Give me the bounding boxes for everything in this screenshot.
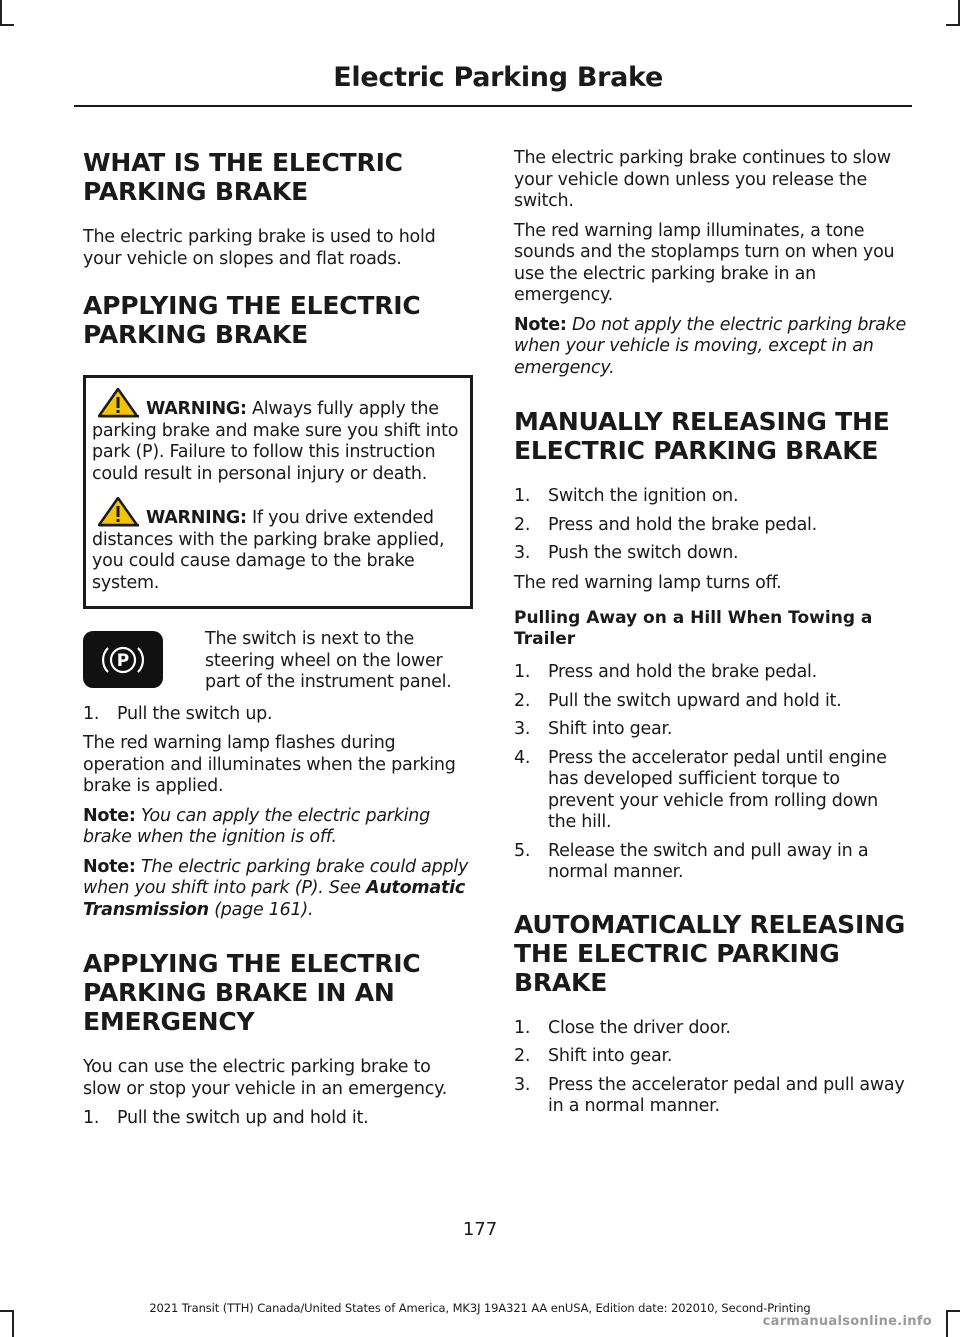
paragraph: The red warning lamp turns off. bbox=[514, 572, 782, 593]
paragraph: The electric parking brake is used to hold your vehicle on slopes and flat roads. bbox=[83, 227, 436, 269]
parking-brake-switch-icon bbox=[83, 631, 163, 688]
page-title: Electric Parking Brake bbox=[333, 62, 663, 93]
crop-mark bbox=[0, 24, 14, 26]
list-item: 1. Pull the switch up and hold it. bbox=[83, 1108, 369, 1128]
left-column bbox=[83, 148, 473, 1138]
note: Note: You can apply the electric parking brake when the ignition is off. bbox=[83, 805, 430, 847]
paragraph: The electric parking brake continues to slow your vehicle down unless you release the switch. bbox=[514, 148, 891, 211]
page-number: 177 bbox=[462, 1219, 498, 1240]
header-divider bbox=[74, 105, 912, 107]
list-item: 1. Close the driver door. bbox=[514, 1017, 731, 1038]
auto-release-steps bbox=[514, 1018, 909, 1118]
section-heading-emergency: APPLYING THE ELECTRIC PARKING BRAKE IN AN EMERGENCY bbox=[83, 949, 421, 1036]
note: Note: Do not apply the electric parking brake when your vehicle is moving, except in an emergency. bbox=[514, 314, 907, 378]
warning-triangle-icon bbox=[98, 388, 140, 418]
list-item: 3. Shift into gear. bbox=[514, 719, 673, 739]
svg-text:P: P bbox=[116, 650, 130, 671]
section-heading-manual-release: MANUALLY RELEASING THE ELECTRIC PARKING BRAKE bbox=[514, 407, 890, 465]
list-item: 2. Shift into gear. bbox=[514, 1046, 673, 1066]
automatic-transmission-link[interactable]: Automatic Transmission bbox=[83, 878, 465, 920]
list-item: 3. Push the switch down. bbox=[514, 543, 739, 563]
paragraph: You can use the electric parking brake to slow or stop your vehicle in an emergency. bbox=[83, 1057, 448, 1099]
watermark: carmanualsonline.info bbox=[762, 1314, 932, 1329]
section-heading-what-is: WHAT IS THE ELECTRIC PARKING BRAKE bbox=[83, 148, 403, 206]
paragraph: The red warning lamp flashes during operation and illuminates when the parking brake is applied. bbox=[83, 733, 456, 796]
manual-release-steps bbox=[514, 486, 909, 565]
list-item: 2. Press and hold the brake pedal. bbox=[514, 514, 817, 535]
emergency-steps bbox=[83, 1108, 473, 1130]
list-item: 2. Pull the switch upward and hold it. bbox=[514, 690, 842, 711]
switch-location bbox=[83, 629, 473, 694]
towing-steps bbox=[514, 662, 909, 884]
warning-triangle-icon bbox=[98, 497, 140, 527]
note: Note: The electric parking brake could apply when you shift into park (P). See Automatic Transmission (page 161). bbox=[83, 856, 469, 920]
list-item: 1. Pull the switch up. bbox=[83, 703, 273, 724]
warning-box bbox=[83, 375, 473, 609]
section-heading-applying: APPLYING THE ELECTRIC PARKING BRAKE bbox=[83, 291, 421, 349]
warning-1: WARNING: Always fully apply the parking brake and make sure you shift into park (P). Failure to follow this instruction could result in personal injury or death. bbox=[92, 388, 464, 485]
crop-mark bbox=[946, 24, 960, 26]
paragraph: The red warning lamp illuminates, a tone sounds and the stoplamps turn on when you use the electric parking brake in an emergency. bbox=[514, 220, 895, 305]
warning-2: WARNING: If you drive extended distances with the parking brake applied, you could cause damage to the brake system. bbox=[92, 497, 464, 594]
edition-footer: 2021 Transit (TTH) Canada/United States of America, MK3J 19A321 AA enUSA, Edition date: 202010, Second-Printing bbox=[149, 1301, 811, 1315]
switch-description: The switch is next to the steering wheel on the lower part of the instrument panel. bbox=[205, 629, 452, 692]
parking-brake-p-icon bbox=[100, 642, 146, 678]
apply-steps bbox=[83, 704, 473, 726]
list-item: 4. Press the accelerator pedal until engine has developed sufficient torque to prevent your vehicle from rolling down the hill. bbox=[514, 747, 887, 832]
right-column bbox=[514, 148, 909, 1126]
list-item: 5. Release the switch and pull away in a normal manner. bbox=[514, 840, 869, 882]
list-item: 1. Switch the ignition on. bbox=[514, 486, 739, 506]
crop-mark bbox=[0, 0, 2, 26]
list-item: 3. Press the accelerator pedal and pull away in a normal manner. bbox=[514, 1074, 905, 1116]
subheading-towing: Pulling Away on a Hill When Towing a Trailer bbox=[514, 608, 873, 649]
section-heading-auto-release: AUTOMATICALLY RELEASING THE ELECTRIC PARKING BRAKE bbox=[514, 909, 906, 997]
list-item: 1. Press and hold the brake pedal. bbox=[514, 662, 817, 682]
